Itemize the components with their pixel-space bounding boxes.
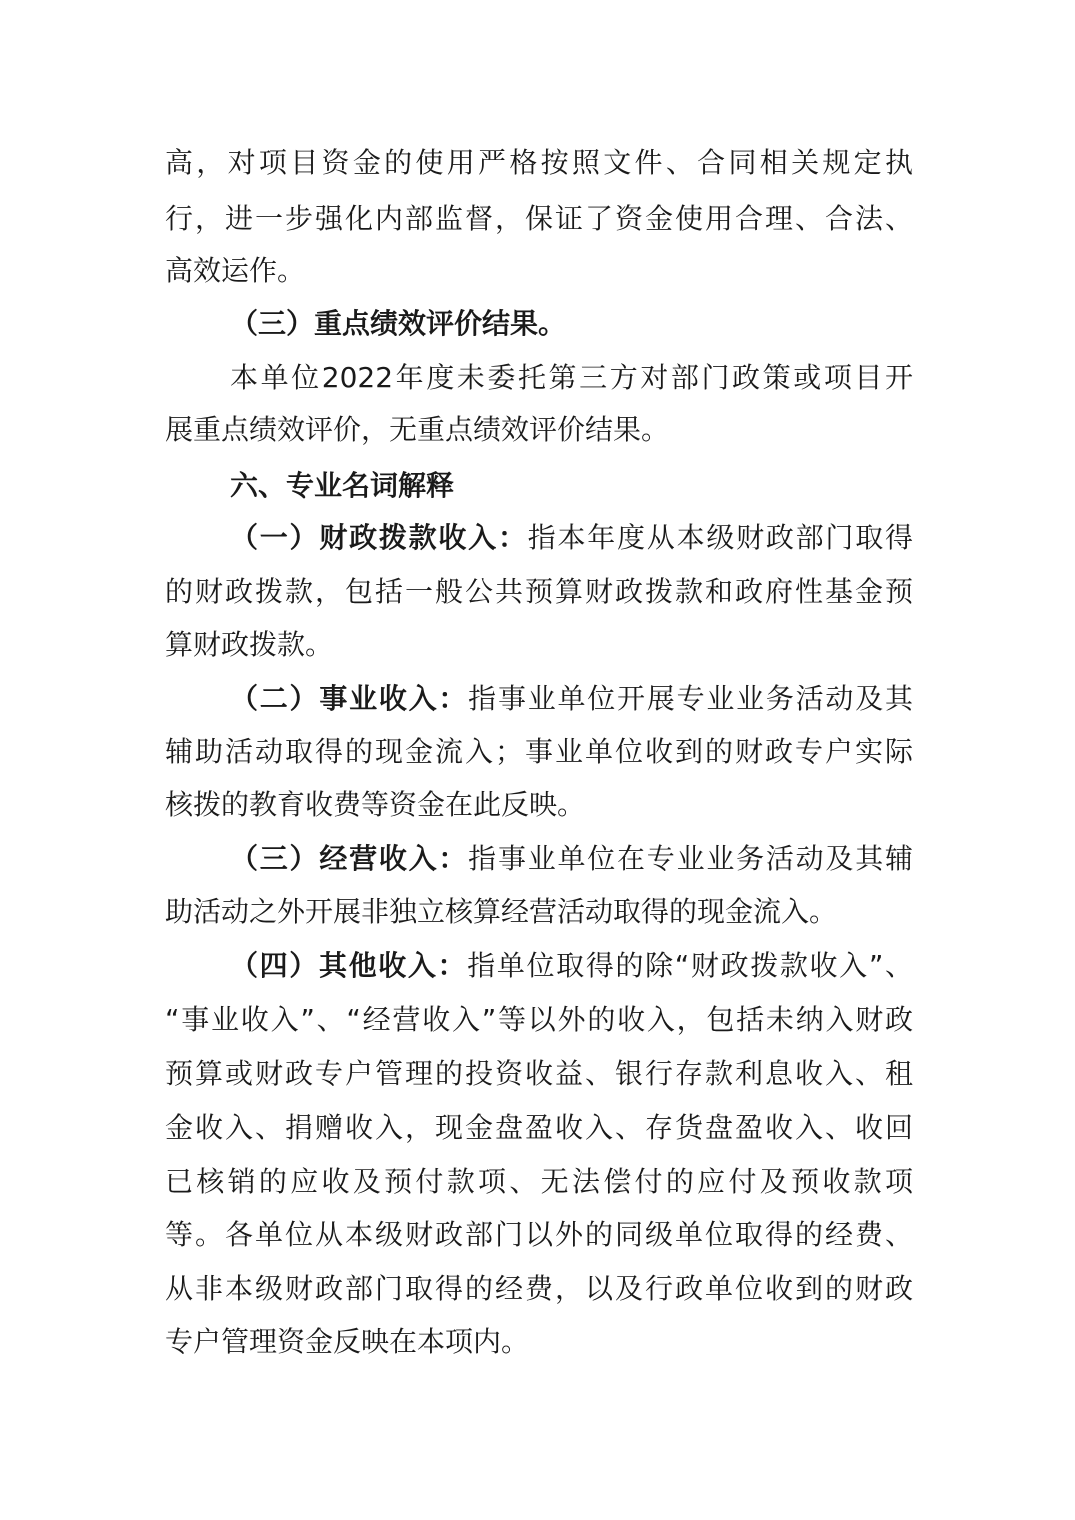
definition-term: （四）其他收入： [230,949,468,982]
line-text: 从非本级财政部门取得的经费，以及行政单位收到的财政 [165,1272,913,1305]
definition-line [230,946,913,986]
line-text: 展重点绩效评价，无重点绩效评价结果。 [165,413,670,446]
heading-text: （三）重点绩效评价结果。 [230,307,567,340]
line-text: 指事业单位在专业业务活动及其辅 [468,842,913,875]
paragraph-line [165,251,913,291]
paragraph-line [165,199,913,239]
paragraph-line [165,1054,913,1094]
line-text: 行，进一步强化内部监督，保证了资金使用合理、合法、 [165,202,913,235]
line-text: 算财政拨款。 [165,628,334,661]
definition-line [230,679,913,719]
line-text: 金收入、捐赠收入，现金盘盈收入、存货盘盈收入、收回 [165,1111,913,1144]
paragraph-line [165,625,913,665]
paragraph-line [165,410,913,450]
definition-term: （一）财政拨款收入： [230,521,528,554]
paragraph-line [230,358,913,398]
section-heading [230,304,913,344]
paragraph-line [165,143,913,183]
chapter-heading [230,466,913,506]
paragraph-line [165,732,913,772]
paragraph-line [165,1108,913,1148]
definition-line [230,839,913,879]
paragraph-line [165,1269,913,1309]
definition-line [230,518,913,558]
heading-text: 六、专业名词解释 [230,469,455,502]
paragraph-line [165,1322,913,1362]
paragraph-line [165,1000,913,1040]
line-text: 已核销的应收及预付款项、无法偿付的应付及预收款项 [165,1165,913,1198]
line-text: 等。各单位从本级财政部门以外的同级单位取得的经费、 [165,1218,913,1251]
line-text: 指事业单位开展专业业务活动及其 [468,682,913,715]
line-text: 专户管理资金反映在本项内。 [165,1325,530,1358]
line-text: 核拨的教育收费等资金在此反映。 [165,788,586,821]
line-text: 高效运作。 [165,254,306,287]
line-text: “事业收入”、“经营收入”等以外的收入，包括未纳入财政 [165,1003,913,1036]
line-text: 的财政拨款，包括一般公共预算财政拨款和政府性基金预 [165,575,913,608]
paragraph-line [165,892,913,932]
paragraph-line [165,572,913,612]
line-text: 助活动之外开展非独立核算经营活动取得的现金流入。 [165,895,838,928]
paragraph-line [165,1162,913,1202]
paragraph-line [165,785,913,825]
line-text: 辅助活动取得的现金流入；事业单位收到的财政专户实际 [165,735,913,768]
definition-term: （三）经营收入： [230,842,469,875]
definition-term: （二）事业收入： [230,682,469,715]
paragraph-line [165,1215,913,1255]
line-text: 本单位2022年度未委托第三方对部门政策或项目开 [230,361,913,394]
line-text: 指单位取得的除“财政拨款收入”、 [467,949,913,982]
line-text: 指本年度从本级财政部门取得 [527,521,913,554]
line-text: 高，对项目资金的使用严格按照文件、合同相关规定执 [165,146,913,179]
line-text: 预算或财政专户管理的投资收益、银行存款利息收入、租 [165,1057,913,1090]
